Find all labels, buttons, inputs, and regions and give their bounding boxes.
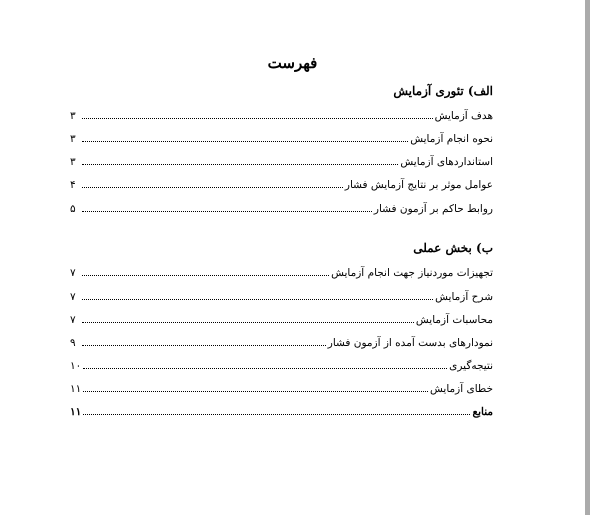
section-heading-theory: الف) تئوری آزمایش [393,84,493,98]
toc-entry-page: ۷ [70,267,76,279]
toc-entry-page: ۹ [70,337,76,349]
dot-leader [82,275,329,276]
toc-entry-page: ۱۱ [70,383,82,395]
toc-entry[interactable] [70,354,493,372]
toc-entry-page: ۵ [70,203,76,215]
toc-entry-label: نتیجه‌گیری [449,360,493,372]
toc-entry-label: استانداردهای آزمایش [400,156,493,168]
toc-entry-label: منابع [472,406,493,418]
toc-entry-label: روابط حاکم بر آزمون فشار [373,203,493,215]
toc-entry[interactable] [70,261,493,279]
toc-entry-page: ۱۱ [70,406,82,418]
toc-entry[interactable] [70,104,493,122]
toc-entry[interactable] [70,285,493,303]
toc-entry-label: نمودارهای بدست آمده از آزمون فشار [327,337,493,349]
toc-entry-label: شرح آزمایش [435,291,493,303]
toc-entry-label: عوامل موثر بر نتایج آزمایش فشار [344,179,493,191]
toc-entry[interactable] [70,173,493,191]
toc-entry[interactable] [70,197,493,215]
dot-leader [82,345,326,346]
toc-entry-page: ۳ [70,156,76,168]
dot-leader [83,368,447,369]
toc-entry[interactable] [70,150,493,168]
toc-entry-page: ۳ [70,110,76,122]
toc-entry-label: نحوه انجام آزمایش [410,133,493,145]
toc-entry-page: ۳ [70,133,76,145]
dot-leader [82,118,433,119]
toc-entry-page: ۷ [70,314,76,326]
toc-entry-references[interactable] [70,400,493,418]
toc-entry[interactable] [70,127,493,145]
dot-leader [82,299,433,300]
page-title: فهرست [267,54,318,72]
toc-entry[interactable] [70,377,493,395]
toc-entry[interactable] [70,331,493,349]
dot-leader [83,391,428,392]
toc-entry-label: تجهیزات موردنیاز جهت انجام آزمایش [331,267,493,279]
dot-leader [82,187,343,188]
toc-entry-label: هدف آزمایش [434,110,493,122]
dot-leader [82,322,414,323]
toc-entry[interactable] [70,308,493,326]
section-heading-practical: ب) بخش عملی [413,241,493,255]
toc-entry-page: ۴ [70,179,76,191]
toc-entry-page: ۷ [70,291,76,303]
toc-entry-label: محاسبات آزمایش [415,314,493,326]
dot-leader [82,141,408,142]
toc-entry-label: خطای آزمایش [430,383,493,395]
dot-leader [82,211,372,212]
toc-entry-page: ۱۰ [70,360,82,372]
dot-leader [82,164,398,165]
dot-leader [83,414,470,415]
